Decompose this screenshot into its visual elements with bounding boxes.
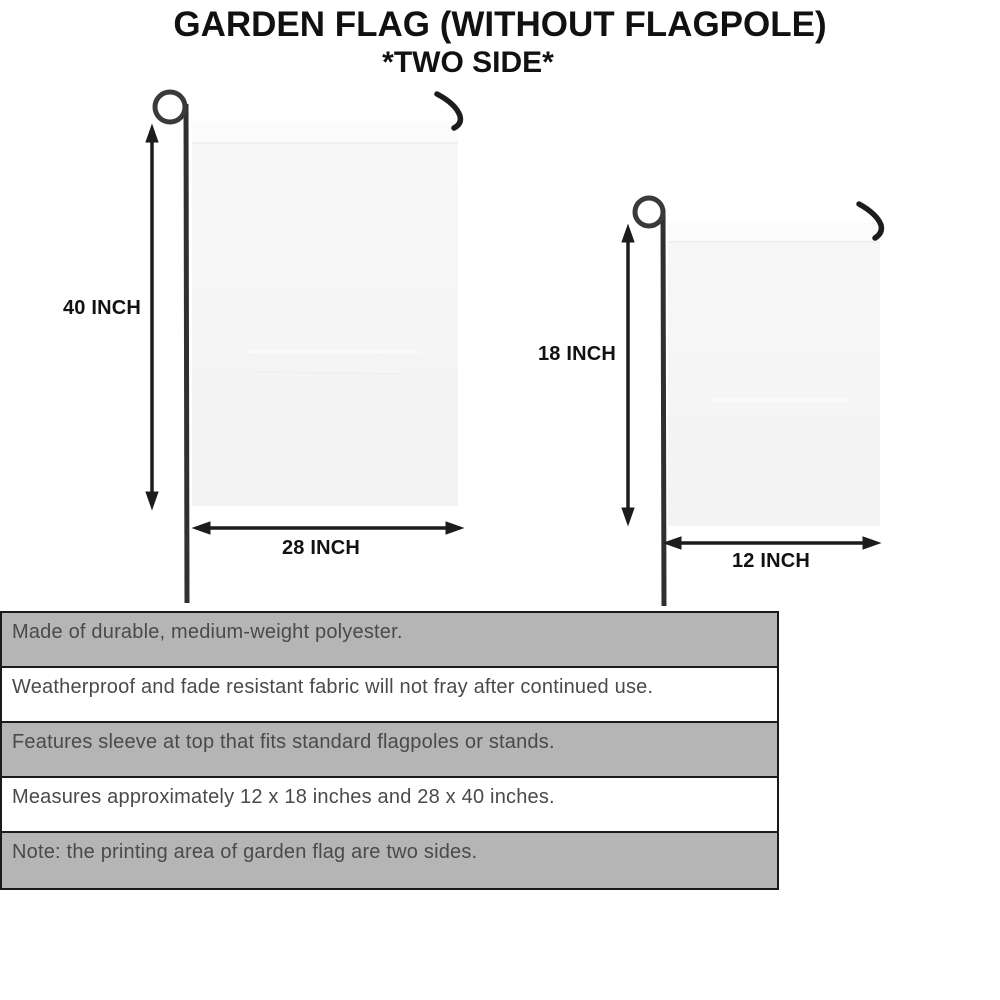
- flag-sleeve-small: [668, 223, 880, 242]
- flagpole-small: [663, 210, 664, 606]
- flag-canvas-small: [668, 223, 880, 526]
- width-arrow-large: [193, 522, 463, 534]
- flag-canvas-large: [192, 121, 458, 506]
- garden-flag-large-diagram: [146, 92, 463, 603]
- flagpole-large: [186, 104, 187, 603]
- pole-loop-icon: [635, 198, 663, 226]
- width-arrow-small: [664, 537, 880, 549]
- feature-row-material: Made of durable, medium-weight polyester.: [2, 613, 777, 668]
- pole-loop-icon: [155, 92, 185, 122]
- title-line-2: *TWO SIDE*: [382, 45, 554, 79]
- garden-flag-small-diagram: [622, 198, 881, 606]
- width-label-small: 12 INCH: [731, 550, 811, 572]
- height-label-large: 40 INCH: [62, 297, 142, 319]
- width-label-large: 28 INCH: [281, 537, 361, 559]
- feature-list: [0, 611, 779, 890]
- height-arrow-small: [622, 225, 634, 525]
- feature-row-weatherproof: Weatherproof and fade resistant fabric will not fray after continued use.: [2, 668, 777, 723]
- feature-row-sleeve: Features sleeve at top that fits standard flagpoles or stands.: [2, 723, 777, 778]
- feature-row-note: Note: the printing area of garden flag are two sides.: [2, 833, 777, 888]
- title-line-1: GARDEN FLAG (WITHOUT FLAGPOLE): [173, 5, 827, 44]
- flag-sleeve-large: [192, 121, 458, 143]
- height-label-small: 18 INCH: [537, 343, 617, 365]
- feature-row-measurements: Measures approximately 12 x 18 inches and 28 x 40 inches.: [2, 778, 777, 833]
